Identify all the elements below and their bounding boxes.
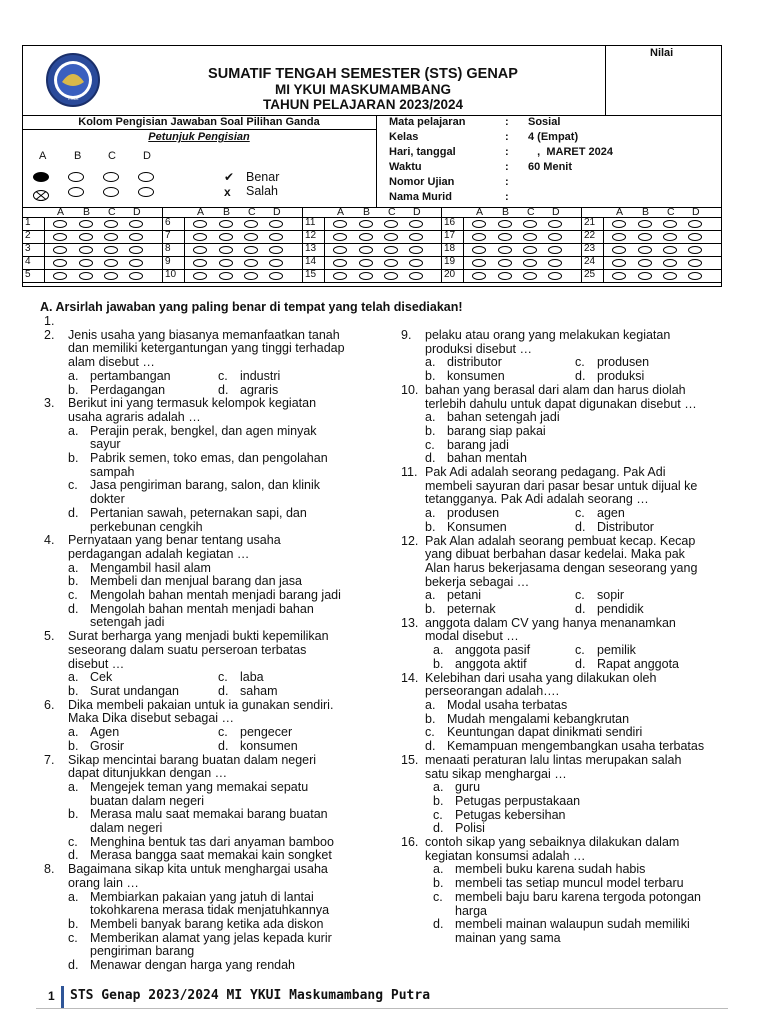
answer-bubble[interactable] (269, 259, 283, 267)
question-number: 6 (165, 217, 171, 228)
answer-bubble[interactable] (472, 220, 486, 228)
answer-bubble[interactable] (53, 246, 67, 254)
question-number: 22 (584, 230, 596, 241)
answer-bubble[interactable] (129, 220, 143, 228)
example-bubble (68, 187, 84, 197)
grid-letter: D (273, 206, 281, 218)
grid-line (162, 207, 163, 282)
question-number: 15 (305, 269, 317, 280)
question-number: 8 (165, 243, 171, 254)
grid-letter: D (692, 206, 700, 218)
answer-bubble[interactable] (244, 259, 258, 267)
info-label: Hari, tanggal (389, 146, 456, 158)
info-label: Nama Murid (389, 191, 452, 203)
info-value: Sosial (528, 116, 561, 128)
answer-bubble[interactable] (104, 259, 118, 267)
divider (376, 115, 377, 207)
academic-year: TAHUN PELAJARAN 2023/2024 (262, 97, 464, 112)
answer-bubble[interactable] (548, 233, 562, 241)
answer-bubble[interactable] (104, 220, 118, 228)
question-11: 11. Pak Adi adalah seorang pedagang. Pak Adi (401, 465, 666, 480)
question-15: 15. menaati peraturan lalu lintas merupakan salah (401, 752, 682, 767)
answer-bubble[interactable] (663, 272, 677, 280)
letter-d: D (143, 150, 151, 162)
info-label: Mata pelajaran (389, 116, 466, 128)
answer-bubble[interactable] (193, 272, 207, 280)
grid-letter: A (476, 206, 484, 218)
question-14: 14. Kelebihan dari usaha yang dilakukan oleh (401, 670, 657, 685)
logo-text: YKUI (67, 96, 79, 102)
question-13: 13. anggota dalam CV yang hanya menanamkan (401, 615, 676, 630)
answer-bubble[interactable] (193, 259, 207, 267)
answer-bubble[interactable] (359, 220, 373, 228)
answer-bubble[interactable] (129, 272, 143, 280)
grid-line (184, 217, 185, 282)
grid-line (463, 217, 464, 282)
answer-bubble[interactable] (548, 272, 562, 280)
question-12: 12. Pak Alan adalah seorang pembuat kecap. Kecap (401, 533, 696, 548)
answer-bubble[interactable] (612, 259, 626, 267)
answer-bubble[interactable] (638, 272, 652, 280)
question-7: 7. Sikap mencintai barang buatan dalam negeri (44, 752, 317, 767)
question-number: 1 (25, 217, 31, 228)
question-8: 8. Bagaimana sikap kita untuk menghargai usaha (44, 862, 328, 877)
answer-bubble[interactable] (409, 220, 423, 228)
info-label: Nomor Ujian (389, 176, 455, 188)
cross-icon: x (224, 185, 231, 199)
grid-letter: A (197, 206, 205, 218)
answer-bubble[interactable] (638, 220, 652, 228)
question-number: 9 (165, 256, 171, 267)
answer-bubble[interactable] (244, 220, 258, 228)
question-5: 5. Surat berharga yang menjadi bukti kepemilikan (44, 629, 329, 644)
info-separator: : (505, 161, 509, 173)
grid-line (581, 207, 582, 282)
answer-bubble[interactable] (663, 233, 677, 241)
info-separator: : (505, 176, 509, 188)
answer-bubble[interactable] (688, 246, 702, 254)
answer-bubble[interactable] (409, 246, 423, 254)
grid-letter: B (363, 206, 371, 218)
answer-bubble[interactable] (384, 259, 398, 267)
answer-bubble[interactable] (523, 259, 537, 267)
grid-letter: A (57, 206, 65, 218)
answer-bubble[interactable] (688, 272, 702, 280)
grid-letter: C (527, 206, 535, 218)
answer-bubble[interactable] (53, 220, 67, 228)
example-bubble (138, 187, 154, 197)
answer-bubble[interactable] (104, 272, 118, 280)
answer-bubble[interactable] (129, 246, 143, 254)
answer-bubble[interactable] (548, 246, 562, 254)
answer-bubble[interactable] (384, 246, 398, 254)
answer-bubble[interactable] (104, 246, 118, 254)
info-label: Waktu (389, 161, 422, 173)
answer-bubble[interactable] (384, 233, 398, 241)
answer-bubble[interactable] (612, 246, 626, 254)
answer-bubble[interactable] (498, 233, 512, 241)
answer-bubble[interactable] (333, 233, 347, 241)
answer-bubble[interactable] (359, 259, 373, 267)
footer-rule (36, 1008, 728, 1009)
answer-bubble[interactable] (472, 246, 486, 254)
answer-bubble[interactable] (219, 233, 233, 241)
question-number: 12 (305, 230, 317, 241)
question-number: 18 (444, 243, 456, 254)
answer-bubble[interactable] (523, 272, 537, 280)
info-value: 60 Menit (528, 161, 573, 173)
instructions-subtitle: Petunjuk Pengisian (148, 131, 250, 143)
question-number: 19 (444, 256, 456, 267)
instructions-title: Kolom Pengisian Jawaban Soal Pilihan Ganda (78, 116, 320, 128)
answer-bubble[interactable] (269, 220, 283, 228)
example-bubble (138, 172, 154, 182)
answer-bubble[interactable] (472, 233, 486, 241)
question-9: 9. pelaku atau orang yang melakukan kegiatan (401, 328, 671, 342)
exam-title: SUMATIF TENGAH SEMESTER (STS) GENAP (208, 66, 518, 82)
example-bubble (103, 172, 119, 182)
answer-bubble[interactable] (104, 233, 118, 241)
answer-bubble[interactable] (53, 259, 67, 267)
question-number: 5 (25, 269, 31, 280)
answer-bubble[interactable] (193, 233, 207, 241)
answer-bubble[interactable] (612, 220, 626, 228)
question-number: 3 (25, 243, 31, 254)
question-number: 11 (305, 217, 316, 228)
grid-line (324, 217, 325, 282)
answer-bubble[interactable] (219, 272, 233, 280)
question-number: 2 (25, 230, 31, 241)
answer-bubble[interactable] (333, 259, 347, 267)
letter-a: A (39, 150, 47, 162)
answer-bubble[interactable] (638, 246, 652, 254)
answer-bubble[interactable] (612, 272, 626, 280)
question-1: 1. (44, 314, 55, 328)
answer-bubble[interactable] (409, 233, 423, 241)
answer-bubble[interactable] (548, 220, 562, 228)
info-value: , MARET 2024 (528, 146, 613, 158)
question-number: 4 (25, 256, 31, 267)
answer-bubble[interactable] (53, 272, 67, 280)
question-16: 16. contoh sikap yang sebaiknya dilakukan dalam (401, 835, 680, 850)
grid-line (22, 243, 722, 244)
answer-bubble[interactable] (688, 220, 702, 228)
answer-bubble[interactable] (269, 272, 283, 280)
answer-bubble[interactable] (498, 246, 512, 254)
grid-letter: D (133, 206, 141, 218)
question-number: 17 (444, 230, 456, 241)
section-title: A. Arsirlah jawaban yang paling benar di tempat yang telah disediakan! (40, 300, 463, 314)
answer-bubble[interactable] (359, 272, 373, 280)
letter-b: B (74, 150, 82, 162)
grid-line (22, 207, 23, 282)
answer-bubble[interactable] (409, 272, 423, 280)
answer-bubble[interactable] (79, 246, 93, 254)
grid-letter: D (552, 206, 560, 218)
answer-bubble[interactable] (409, 259, 423, 267)
grid-letter: C (248, 206, 256, 218)
answer-bubble[interactable] (548, 259, 562, 267)
info-separator: : (505, 191, 509, 203)
footer-page-number: 1 (48, 989, 55, 1003)
check-icon: ✔ (224, 170, 235, 184)
answer-bubble[interactable] (472, 259, 486, 267)
answer-bubble[interactable] (498, 272, 512, 280)
answer-bubble[interactable] (384, 272, 398, 280)
answer-bubble[interactable] (79, 220, 93, 228)
grid-letter: B (502, 206, 510, 218)
question-number: 20 (444, 269, 456, 280)
grid-letter: B (223, 206, 231, 218)
answer-bubble[interactable] (244, 233, 258, 241)
grid-letter: B (642, 206, 650, 218)
answer-bubble[interactable] (53, 233, 67, 241)
letter-c: C (108, 150, 116, 162)
answer-bubble[interactable] (219, 220, 233, 228)
info-separator: : (505, 116, 509, 128)
answer-bubble[interactable] (129, 259, 143, 267)
example-crossed-bubble (33, 186, 49, 197)
answer-bubble[interactable] (333, 220, 347, 228)
example-filled-bubble (33, 172, 49, 182)
question-2: 2. Jenis usaha yang biasanya memanfaatkan tanah (44, 327, 340, 342)
grid-line (441, 207, 442, 282)
answer-bubble[interactable] (333, 246, 347, 254)
answer-bubble[interactable] (129, 233, 143, 241)
school-name: MI YKUI MASKUMAMBANG (275, 82, 451, 97)
answer-bubble[interactable] (498, 259, 512, 267)
grid-letter: C (667, 206, 675, 218)
question-6: 6. Dika membeli pakaian untuk ia gunakan sendiri. (44, 697, 334, 712)
question-number: 10 (165, 269, 177, 280)
example-bubble (68, 172, 84, 182)
answer-bubble[interactable] (688, 233, 702, 241)
example-bubble (103, 187, 119, 197)
grid-letter: A (616, 206, 624, 218)
question-4: 4. Pernyataan yang benar tentang usaha (44, 533, 281, 548)
info-value: 4 (Empat) (528, 131, 579, 143)
answer-bubble[interactable] (333, 272, 347, 280)
answer-bubble[interactable] (244, 272, 258, 280)
answer-bubble[interactable] (79, 259, 93, 267)
question-list-left: 1. 2. Jenis usaha yang biasanya memanfaatkan tanah dan memiliki ketergantungan yang tinggi terhadap alam disebut … a. pertambangan c. industri b. Perdagangan d. agraris 3. Berikut ini yang termasuk kelompok kegiatan usaha agraris adalah … a. Perajin perak, bengkel, dan agen minyak sayur b. Pabrik semen, toko emas, dan pengolahan sampah c. Jasa pengiriman barang, salon, dan klinik dokter d. Pertanian sawah, peternakan sapi, dan perkebunan cengkih 4. Pernyataan yang benar tentang usaha perdagangan adalah kegiatan … a. Mengambil hasil alam b. Membeli dan menjual barang dan jasa c. Mengolah bahan mentah menjadi barang jadi d. Mengolah bahan mentah menjadi bahan setengah jadi 5. Surat berharga yang menjadi bukti kepemilikan seseorang dalam suatu perseroan terbatas disebut … a. Cek c. laba b. Surat undangan d. saham 6. Dika membeli pakaian untuk ia gunakan sendiri. Maka Dika disebut sebagai … a. Agen c. pengecer b. Grosir d. konsumen 7. Sikap mencintai barang buatan dalam negeri dapat ditunjukkan dengan … a. Mengejek teman yang memakai sepatu buatan dalam negeri b. Merasa malu saat memakai barang buatan dalam negeri c. Menghina bentuk tas dari anyaman bamboo d. Merasa bangga saat memakai kain songket 8. Bagaimana sikap kita untuk menghargai usaha orang lain … a. Membiarkan pakaian yang jatuh di lantai tokohkarena merasa tidak menjatuhkannya b. Membeli banyak barang ketika ada diskon c. Memberikan alamat yang jelas kepada kurir pengiriman barang d. Menawar dengan harga yang rendah (44, 315, 404, 973)
grid-letter: B (83, 206, 91, 218)
grid-line (22, 230, 722, 231)
answer-bubble[interactable] (523, 233, 537, 241)
grid-letter: C (388, 206, 396, 218)
footer-text: STS Genap 2023/2024 MI YKUI Maskumambang Putra (70, 988, 431, 1003)
grid-line (44, 217, 45, 282)
question-number: 7 (165, 230, 171, 241)
answer-bubble[interactable] (523, 246, 537, 254)
answer-bubble[interactable] (219, 246, 233, 254)
answer-bubble[interactable] (523, 220, 537, 228)
answer-bubble[interactable] (79, 233, 93, 241)
info-separator: : (505, 146, 509, 158)
grid-line (302, 207, 303, 282)
question-3: 3. Berikut ini yang termasuk kelompok kegiatan (44, 396, 317, 411)
answer-bubble[interactable] (498, 220, 512, 228)
grid-letter: D (413, 206, 421, 218)
answer-bubble[interactable] (359, 246, 373, 254)
question-10: 10. bahan yang berasal dari alam dan harus diolah (401, 382, 686, 397)
footer-accent-bar (61, 986, 64, 1008)
grid-line (22, 256, 722, 257)
answer-bubble[interactable] (638, 233, 652, 241)
answer-bubble[interactable] (663, 220, 677, 228)
answer-bubble[interactable] (688, 259, 702, 267)
wrong-label: Salah (246, 184, 278, 198)
answer-bubble[interactable] (79, 272, 93, 280)
info-label: Kelas (389, 131, 419, 143)
question-list-right: 9. pelaku atau orang yang melakukan kegiatan produksi disebut … a. distributor c. produsen b. konsumen d. produksi 10. bahan yang berasal dari alam dan harus diolah terlebih dahulu untuk dapat digunakan disebut … a. bahan setengah jadi b. barang siap pakai c. barang jadi d. bahan mentah 11. Pak Adi adalah seorang pedagang. Pak Adi membeli sayuran dari pasar besar untuk dijual ke tetangganya. Pak Adi adalah seorang … a. produsen c. agen b. Konsumen d. Distributor 12. Pak Alan adalah seorang pembuat kecap. Kecap yang dibuat berbahan dasar kedelai. Maka pak Alan harus bekerjasama dengan seseorang yang bekerja sebagai … a. petani c. sopir b. peternak d. pendidik 13. anggota dalam CV yang hanya menanamkan modal disebut … a. anggota pasif c. pemilik b. anggota aktif d. Rapat anggota 14. Kelebihan dari usaha yang dilakukan oleh perseorangan adalah…. a. Modal usaha terbatas b. Mudah mengalami kebangkrutan c. Keuntungan dapat dinikmati sendiri d. Kemampuan mengembangkan usaha terbatas 15. menaati peraturan lalu lintas merupakan salah satu sikap menghargai … a. guru b. Petugas perpustakaan c. Petugas kebersihan d. Polisi 16. contoh sikap yang sebaiknya dilakukan dalam kegiatan konsumsi adalah … a. membeli buku karena sudah habis b. membeli tas setiap muncul model terbaru c. membeli baju baru karena tergoda potongan harga d. membeli mainan walaupun sudah memiliki mainan yang sama (401, 329, 741, 946)
question-number: 13 (305, 243, 317, 254)
answer-bubble[interactable] (472, 272, 486, 280)
grid-line (22, 269, 722, 270)
question-number: 25 (584, 269, 596, 280)
question-number: 14 (305, 256, 317, 267)
grid-line (22, 282, 722, 283)
answer-bubble[interactable] (663, 246, 677, 254)
answer-bubble[interactable] (193, 246, 207, 254)
score-label: Nilai (650, 47, 674, 59)
question-number: 24 (584, 256, 596, 267)
info-separator: : (505, 131, 509, 143)
answer-bubble[interactable] (663, 259, 677, 267)
correct-label: Benar (246, 170, 280, 184)
question-number: 21 (584, 217, 596, 228)
answer-bubble[interactable] (219, 259, 233, 267)
answer-bubble[interactable] (244, 246, 258, 254)
answer-bubble[interactable] (359, 233, 373, 241)
answer-bubble[interactable] (269, 246, 283, 254)
grid-line (721, 207, 722, 282)
grid-line (603, 217, 604, 282)
answer-bubble[interactable] (638, 259, 652, 267)
answer-bubble[interactable] (193, 220, 207, 228)
answer-bubble[interactable] (269, 233, 283, 241)
question-number: 23 (584, 243, 596, 254)
answer-bubble[interactable] (612, 233, 626, 241)
divider (22, 129, 376, 130)
answer-bubble[interactable] (384, 220, 398, 228)
grid-letter: A (337, 206, 345, 218)
question-number: 16 (444, 217, 456, 228)
grid-letter: C (108, 206, 116, 218)
